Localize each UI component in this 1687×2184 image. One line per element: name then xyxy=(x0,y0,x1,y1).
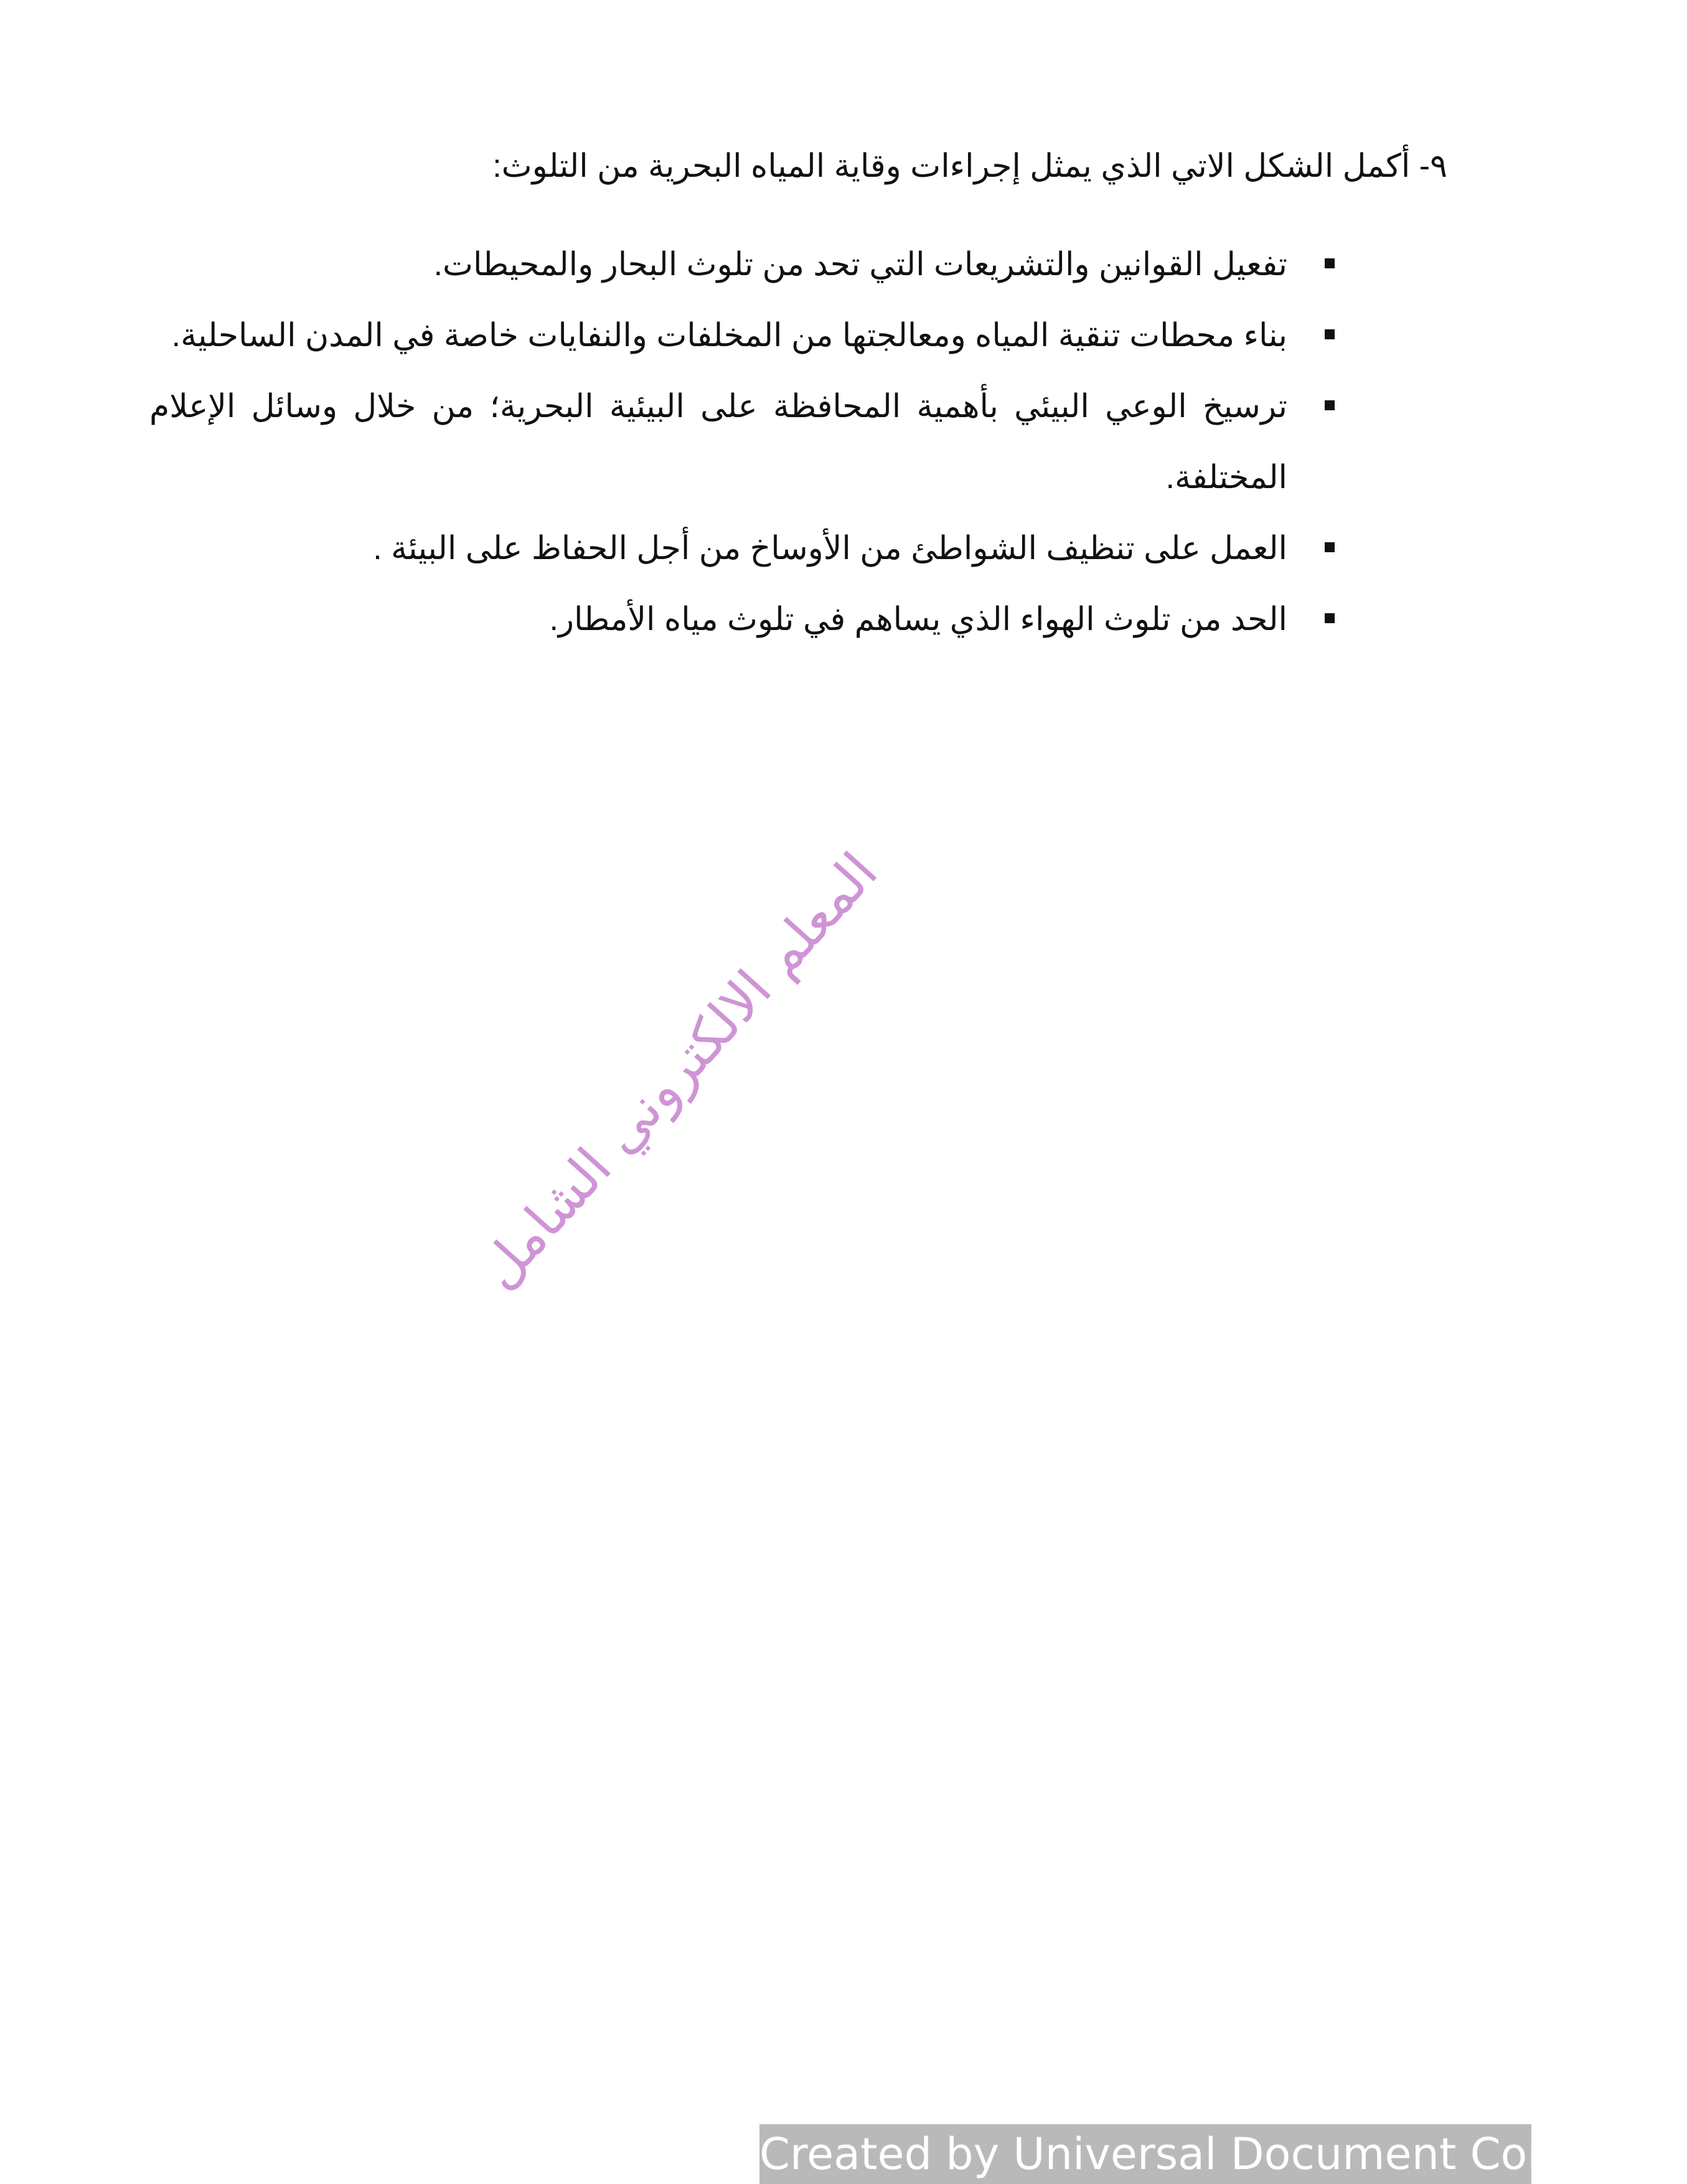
square-bullet-icon xyxy=(1325,329,1335,339)
list-item xyxy=(149,584,1332,655)
watermark-text: المعلم الالكتروني الشامل xyxy=(467,840,890,1301)
list-item-text: الحد من تلوث الهواء الذي يساهم في تلوث مياه الأمطار. xyxy=(549,601,1287,638)
list-item xyxy=(149,513,1332,584)
square-bullet-icon xyxy=(1325,258,1335,268)
list-item xyxy=(149,300,1332,371)
question-heading: ٩- أكمل الشكل الاتي الذي يمثل إجراءات وقاية المياه البحرية من التلوث: xyxy=(492,148,1447,184)
square-bullet-icon xyxy=(1325,542,1335,552)
list-item-text: العمل على تنظيف الشواطئ من الأوساخ من أجل الحفاظ على البيئة . xyxy=(373,530,1287,567)
list-item-text: تفعيل القوانين والتشريعات التي تحد من تلوث البحار والمحيطات. xyxy=(433,247,1287,283)
square-bullet-icon xyxy=(1325,400,1335,410)
converter-banner: Created by Universal Document Converter xyxy=(759,2124,1531,2184)
square-bullet-icon xyxy=(1325,613,1335,623)
list-item xyxy=(149,229,1332,300)
list-item xyxy=(149,371,1332,513)
list-item-text: بناء محطات تنقية المياه ومعالجتها من المخلفات والنفايات خاصة في المدن الساحلية. xyxy=(171,318,1287,354)
list-item-text: ترسيخ الوعي البيئي بأهمية المحافظة على البيئية البحرية؛ من خلال وسائل الإعلام المختلفة. xyxy=(149,388,1287,496)
measures-list xyxy=(149,229,1332,655)
